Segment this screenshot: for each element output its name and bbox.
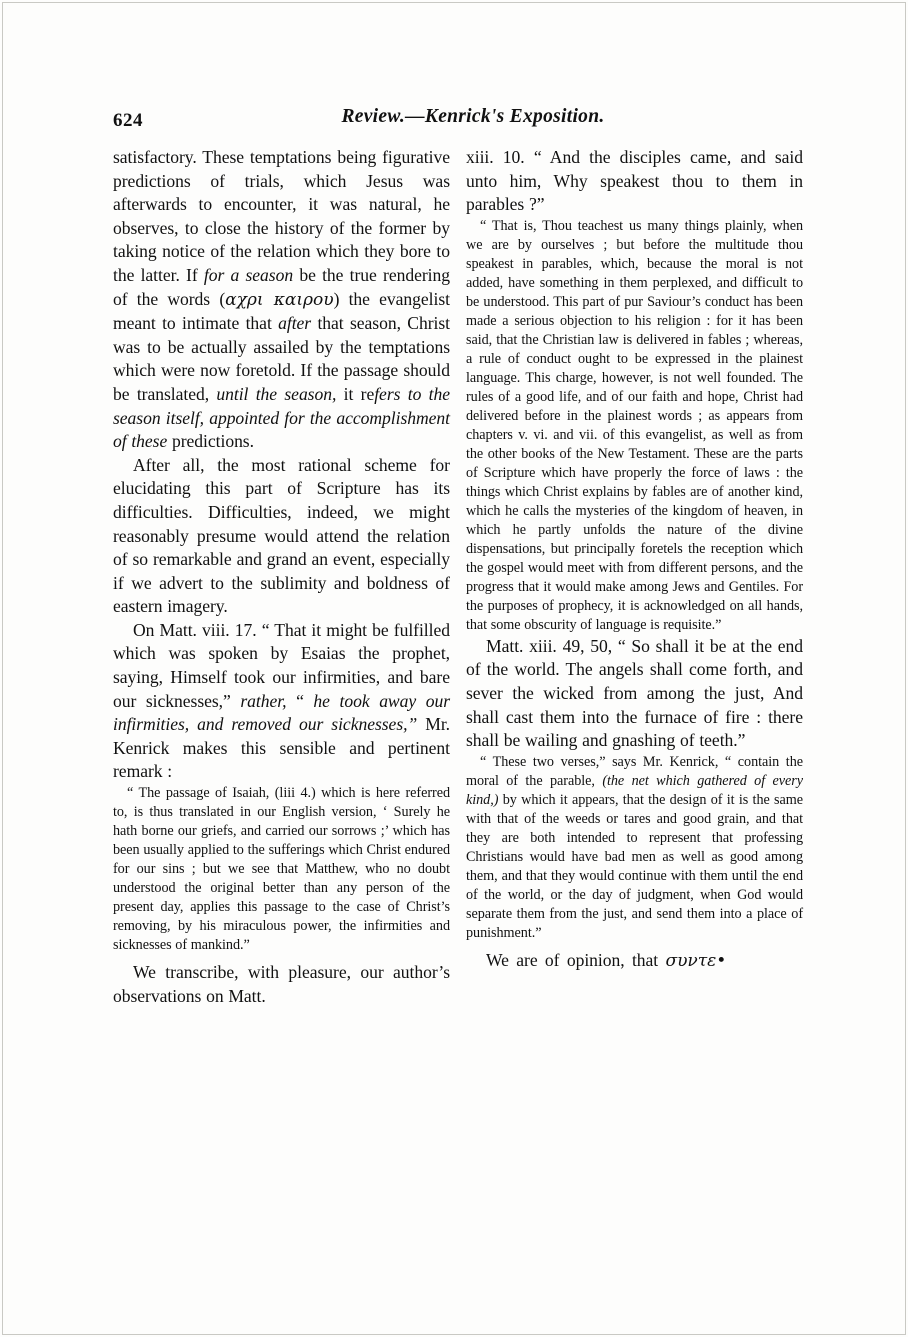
left-quotation-1: “ The passage of Isaiah, (liii 4.) which is here referred to, is thus translated in our English version, ‘ Surely he hath borne our griefs, and carried our sorrows ;’ which has been usually applied to the sufferings which Christ endured for our sins ; but we see that Matthew, who no doubt understood the original better than any person of the present day, applies this passage to the case of Christ’s removing, by his miraculous power, the infirmities and sicknesses of mankind.” [113, 785, 450, 954]
running-head-title: Review.—Kenrick's Exposition. [341, 106, 605, 127]
text-run: that season, Christ was to be actually assailed by the temptations which were now foretold. If the passage should be translated, [113, 313, 450, 404]
right-quotation-2 [466, 753, 803, 943]
text-run: by which it appears, that the design of it is the same with that of the weeds or tares and good grain, and that they are both intended to represent that professing Christians would have bad men as well as good among them, and that they would continue with them until the end of the world, or the day of judgment, when God would separate them from the just, and send them into a place of punishment.” [466, 791, 803, 941]
italic-run: for a season [203, 264, 294, 285]
right-paragraph-2: Matt. xiii. 49, 50, “ So shall it be at the end of the world. The angels shall come forth, and sever the wicked from among the just, And shall cast them into the furnace of fire : there shall be wailing and gnashing of teeth.” [466, 635, 803, 751]
page-number: 624 [113, 110, 143, 131]
left-paragraph-2: After all, the most rational scheme for elucidating this part of Scripture has its difficulties. Difficulties, indeed, we might reasonably presume would attend the relation of so remarkable and grand an event, especially if we advert to the sublimity and boldness of eastern imagery. [113, 454, 450, 617]
left-paragraph-4: We transcribe, with pleasure, our author’s observations on Matt. [113, 962, 450, 1006]
text-run: predictions. [167, 431, 254, 452]
text-run: satisfactory. These temptations being figurative predictions of trials, which Jesus was afterwards to encounter, it was natural, he observes, to close the history of the former by taking notice of the relation which they bore to the latter. If [113, 147, 450, 285]
italic-run: until the season, [216, 383, 337, 404]
right-paragraph-3 [466, 949, 803, 974]
scanned-page-content [113, 104, 803, 1244]
text-run: be the true rendering of the words ( [113, 264, 450, 309]
right-column [466, 146, 803, 1008]
text-run: “ These two verses,” says Mr. Kenrick, “ contain the moral of the parable, [466, 753, 803, 789]
italic-run: fers to the season itself, appointed for the accomplishment of these [113, 383, 450, 452]
italic-run: (the net which gathered of every kind,) [466, 772, 803, 808]
left-column [113, 146, 450, 1008]
running-head [113, 104, 803, 138]
left-paragraph-3 [113, 619, 450, 784]
italic-run: rather, [240, 690, 287, 711]
greek-run: αχρι καιρου [225, 289, 334, 310]
italic-run: after [278, 313, 312, 334]
text-run: We are of opinion, that [486, 949, 666, 970]
text-run: ) the evangelist meant to intimate that [113, 288, 450, 334]
right-quotation-1: “ That is, Thou teachest us many things plainly, when we are by ourselves ; but before the multitude thou speakest in parables, which, because the moral is not added, have something in them perplexed, and difficult to be understood. This part of pur Saviour’s conduct has been made a serious objection to his religion : for it has been said, that the Christian law is delivered in fables ; whereas, a rule of conduct ought to be expressed in the plainest language. This charge, however, is not well founded. The rules of a good life, and of our faith and hope, Christ had delivered before in the plainest words ; as appears from chapters v. vi. and vii. of this evangelist, as well as from the other books of the New Testament. These are the parts of Scripture which have properly the force of laws : the things which Christ explains by fables are of another kind, which he calls the mysteries of the kingdom of heaven, in which he partly unfolds the nature of the divine dispensations, but principally foretels the reception which the gospel would meet with from different persons, and the progress that it would make among Jews and Gentiles. For the purposes of prophecy, it is acknowledged on all hands, that some obscurity of language is requisite.” [466, 217, 803, 633]
left-paragraph-1 [113, 146, 450, 454]
greek-run: συντε• [665, 950, 727, 971]
right-paragraph-1: xiii. 10. “ And the disciples came, and said unto him, Why speakest thou to them in parables ?” [466, 147, 803, 215]
text-run: Mr. Kenrick makes this sensible and pertinent remark : [113, 714, 451, 782]
text-run: On Matt. viii. 17. “ That it might be fulfilled which was spoken by Esaias the prophet, saying, Himself took our infirmities, and bare our sicknesses,” [113, 619, 450, 711]
text-run: “ [286, 690, 314, 711]
two-column-body [113, 146, 803, 1008]
italic-run: he took away our infirmities, and removed our sicknesses,” [113, 690, 451, 735]
text-run: it re [336, 383, 375, 404]
